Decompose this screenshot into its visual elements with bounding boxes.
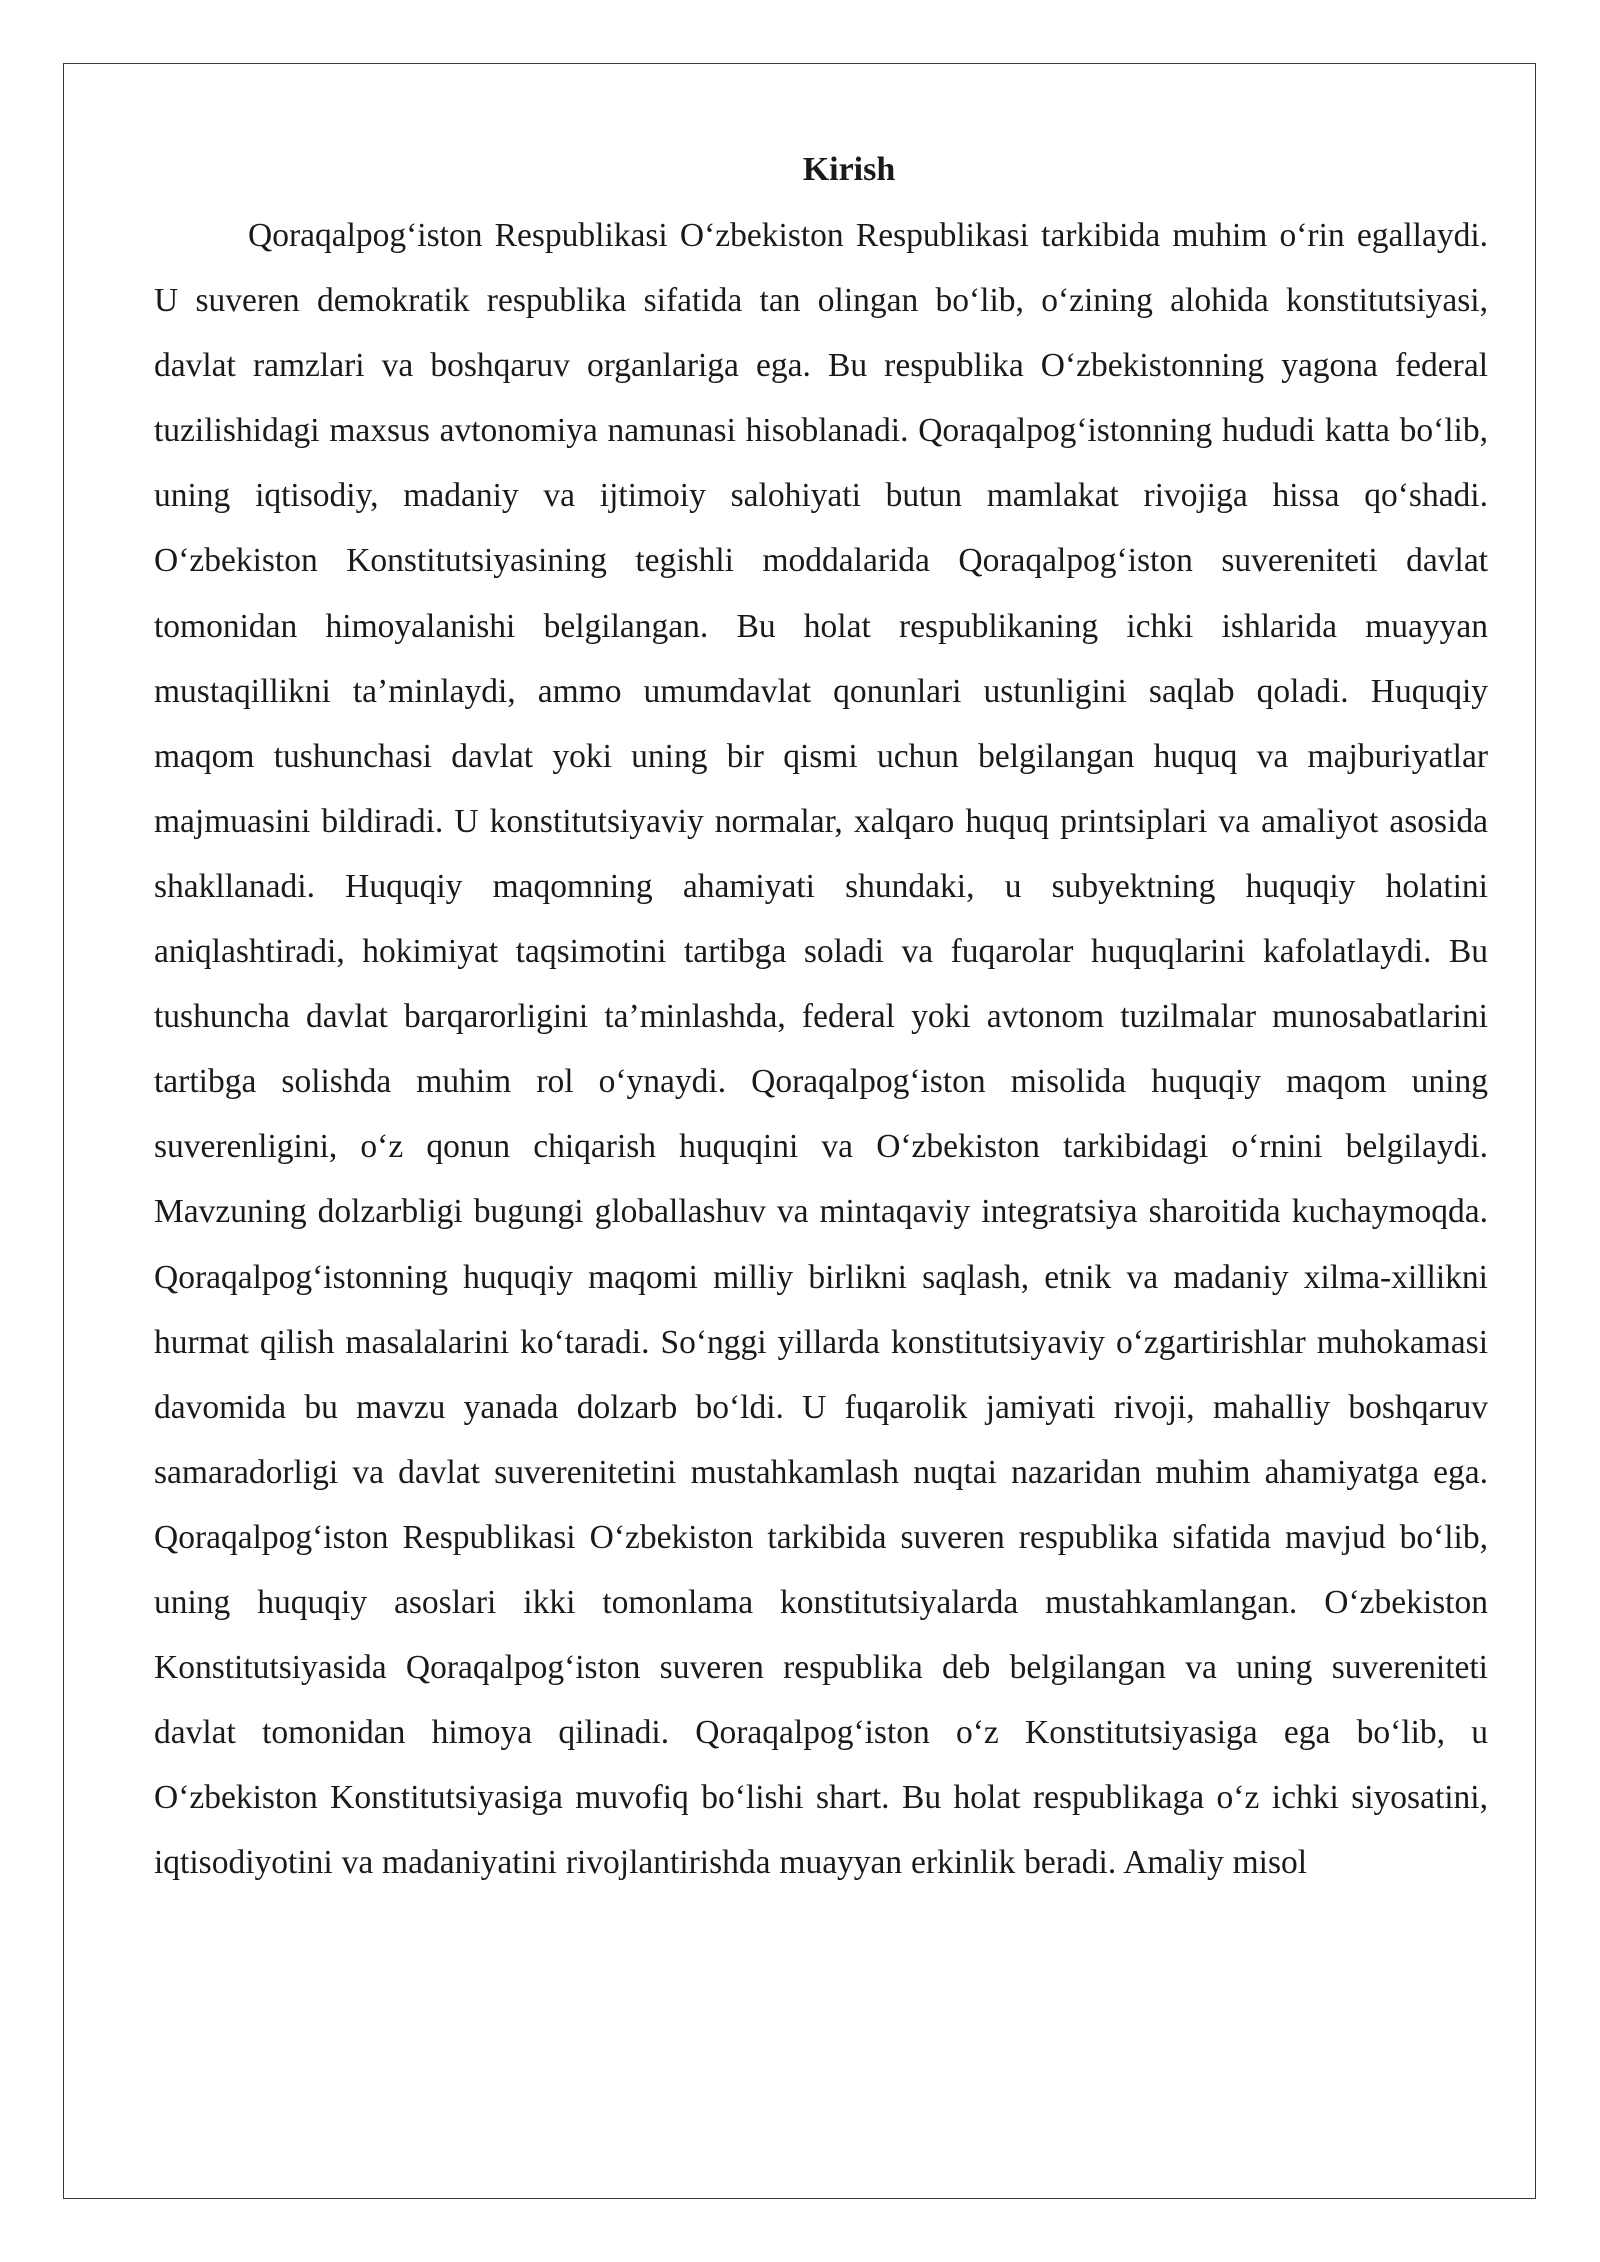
document-content — [154, 145, 1488, 1895]
section-heading: Kirish — [802, 151, 896, 188]
body-paragraph: Qoraqalpog‘iston Respublikasi O‘zbekiston Respublikasi tarkibida muhim o‘rin egallaydi. U suveren demokratik respublika sifatida tan olingan bo‘lib, o‘zining alohida konstitutsiyasi, davlat ramzlari va boshqaruv organlariga ega. Bu respublika O‘zbekistonning yagona federal tuzilishidagi maxsus avtonomiya namunasi hisoblanadi. Qoraqalpog‘istonning hududi katta bo‘lib, uning iqtisodiy, madaniy va ijtimoiy salohiyati butun mamlakat rivojiga hissa qo‘shadi. O‘zbekiston Konstitutsiyasining tegishli moddalarida Qoraqalpog‘iston suvereniteti davlat tomonidan himoyalanishi belgilangan. Bu holat respublikaning ichki ishlarida muayyan mustaqillikni ta’minlaydi, ammo umumdavlat qonunlari ustunligini saqlab qoladi. Huquqiy maqom tushunchasi davlat yoki uning bir qismi uchun belgilangan huquq va majburiyatlar majmuasini bildiradi. U konstitutsiyaviy normalar, xalqaro huquq printsiplari va amaliyot asosida shakllanadi. Huquqiy maqomning ahamiyati shundaki, u subyektning huquqiy holatini aniqlashtiradi, hokimiyat taqsimotini tartibga soladi va fuqarolar huquqlarini kafolatlaydi. Bu tushuncha davlat barqarorligini ta’minlashda, federal yoki avtonom tuzilmalar munosabatlarini tartibga solishda muhim rol o‘ynaydi. Qoraqalpog‘iston misolida huquqiy maqom uning suverenligini, o‘z qonun chiqarish huquqini va O‘zbekiston tarkibidagi o‘rnini belgilaydi. Mavzuning dolzarbligi bugungi globallashuv va mintaqaviy integratsiya sharoitida kuchaymoqda. Qoraqalpog‘istonning huquqiy maqomi milliy birlikni saqlash, etnik va madaniy xilma-xillikni hurmat qilish masalalarini ko‘taradi. So‘nggi yillarda konstitutsiyaviy o‘zgartirishlar muhokamasi davomida bu mavzu yanada dolzarb bo‘ldi. U fuqarolik jamiyati rivoji, mahalliy boshqaruv samaradorligi va davlat suverenitetini mustahkamlash nuqtai nazaridan muhim ahamiyatga ega. Qoraqalpog‘iston Respublikasi O‘zbekiston tarkibida suveren respublika sifatida mavjud bo‘lib, uning huquqiy asoslari ikki tomonlama konstitutsiyalarda mustahkamlangan. O‘zbekiston Konstitutsiyasida Qoraqalpog‘iston suveren respublika deb belgilangan va uning suvereniteti davlat tomonidan himoya qilinadi. Qoraqalpog‘iston o‘z Konstitutsiyasiga ega bo‘lib, u O‘zbekiston Konstitutsiyasiga muvofiq bo‘lishi shart. Bu holat respublikaga o‘z ichki siyosatini, iqtisodiyotini va madaniyatini rivojlantirishda muayyan erkinlik beradi. Amaliy misol — [154, 217, 1488, 1882]
